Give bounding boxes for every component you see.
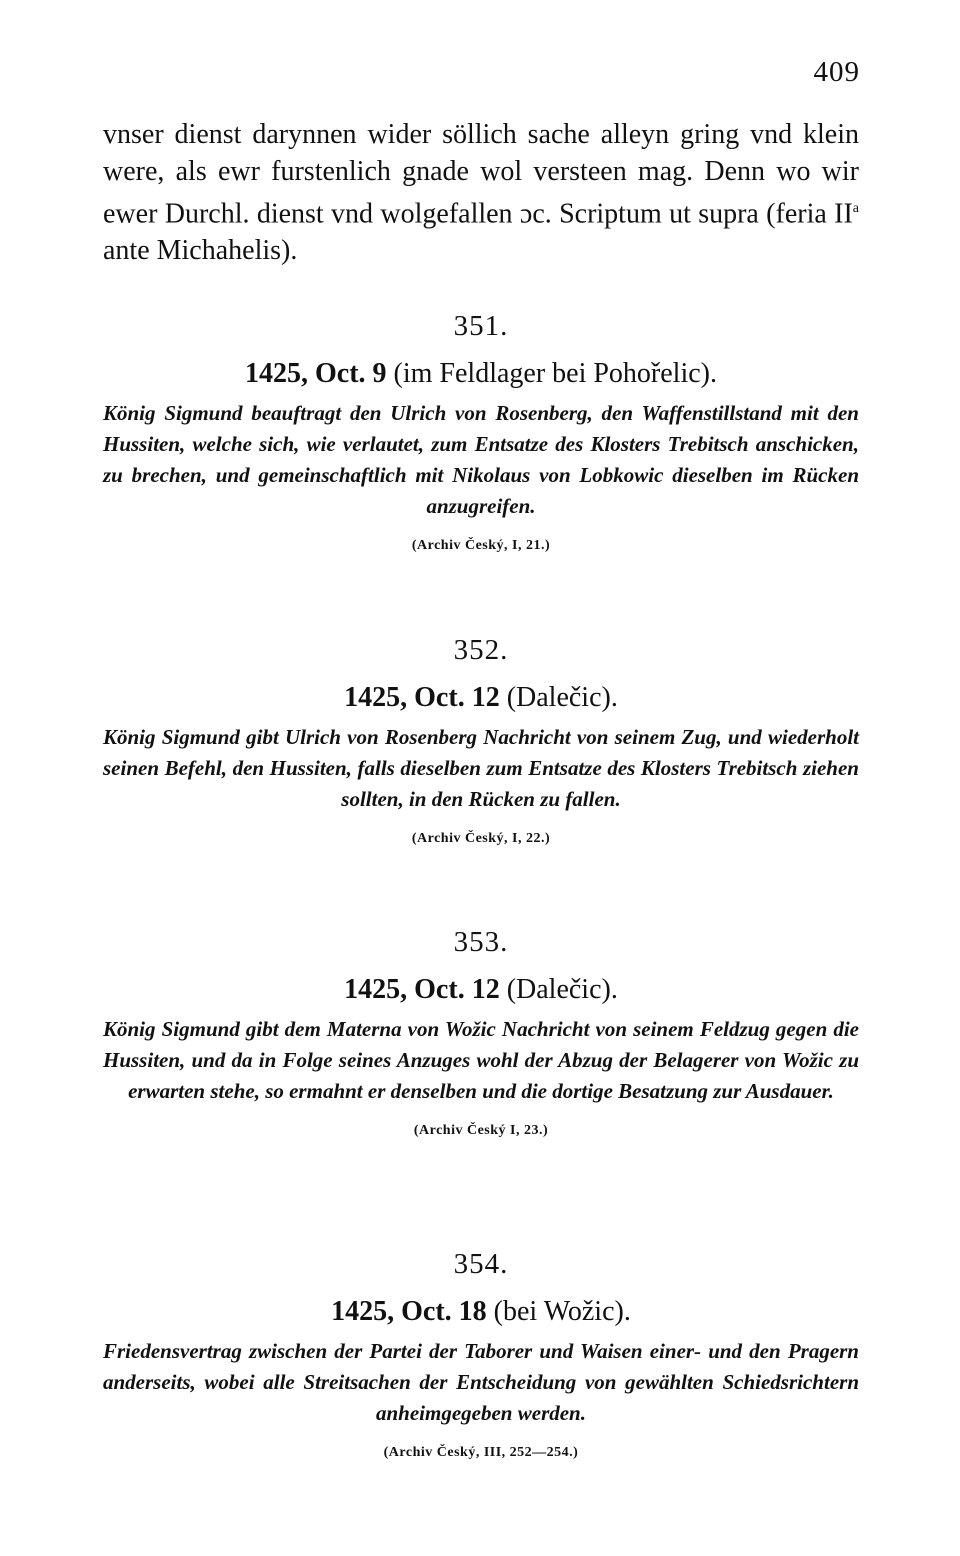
intro-text: vnser dienst darynnen wider söllich sache alleyn gring vnd klein were, als ewr furstenlich gnade wol versteen mag. Denn wo wir ewer Durchl. dienst vnd wolgefallen ɔc. Scriptum ut supra (feria II bbox=[103, 119, 859, 230]
intro-paragraph bbox=[103, 116, 859, 269]
entry-number: 353. bbox=[453, 926, 509, 958]
entry-date bbox=[103, 1292, 859, 1332]
entry-place: (Dalečic). bbox=[499, 974, 618, 1005]
entry-summary: König Sigmund gibt Ulrich von Rosenberg Nachricht von seinem Zug, und wiederholt seinen Befehl, den Hussiten, falls dieselben zum Entsatze des Klosters Trebitsch ziehen sollten, in den Rücken zu fallen. bbox=[103, 725, 859, 811]
entry-number: 352. bbox=[453, 634, 509, 666]
intro-text-end: ante Michahelis). bbox=[103, 235, 298, 267]
entry-353 bbox=[103, 922, 859, 1139]
entry-date bbox=[103, 678, 859, 718]
entry-source: (Archiv Český, I, 21.) bbox=[411, 538, 551, 553]
entry-date-bold: 1425, Oct. 18 bbox=[331, 1296, 487, 1327]
entry-place: (Dalečic). bbox=[499, 682, 618, 713]
entry-source: (Archiv Český, I, 22.) bbox=[411, 831, 551, 846]
entry-354 bbox=[103, 1244, 859, 1461]
entry-summary: König Sigmund gibt dem Materna von Wožic Nachricht von seinem Feldzug gegen die Hussiten, und da in Folge seines Anzuges wohl der Abzug der Belagerer von Wožic zu erwarten stehe, so ermahnt er denselben und die dortige Besatzung zur Ausdauer. bbox=[103, 1017, 859, 1103]
entry-date-bold: 1425, Oct. 12 bbox=[344, 974, 500, 1005]
entry-number: 354. bbox=[453, 1248, 509, 1280]
entry-351 bbox=[103, 306, 859, 554]
entry-place: (bei Wožic). bbox=[486, 1296, 631, 1327]
page-number: 409 bbox=[813, 56, 860, 88]
intro-superscript: a bbox=[852, 201, 859, 216]
entry-date-bold: 1425, Oct. 9 bbox=[245, 358, 387, 389]
entry-date bbox=[103, 354, 859, 394]
entry-summary: König Sigmund beauftragt den Ulrich von Rosenberg, den Waffenstillstand mit den Hussiten, welche sich, wie verlautet, zum Entsatze des Klosters Trebitsch anschicken, zu brechen, und gemeinschaftlich mit Nikolaus von Lobkowic dieselben im Rücken anzugreifen. bbox=[103, 401, 859, 518]
entry-date-bold: 1425, Oct. 12 bbox=[344, 682, 500, 713]
entry-place: (im Feldlager bei Pohořelic). bbox=[386, 358, 717, 389]
entry-number: 351. bbox=[453, 310, 509, 342]
entry-source: (Archiv Český I, 23.) bbox=[413, 1123, 549, 1138]
entry-352 bbox=[103, 630, 859, 847]
entry-summary: Friedensvertrag zwischen der Partei der Taborer und Waisen einer- und den Pragern anderseits, wobei alle Streitsachen der Entscheidung von gewählten Schiedsrichtern anheimgegeben werden. bbox=[103, 1339, 859, 1425]
entry-source: (Archiv Český, III, 252—254.) bbox=[383, 1445, 579, 1460]
entry-date bbox=[103, 970, 859, 1010]
